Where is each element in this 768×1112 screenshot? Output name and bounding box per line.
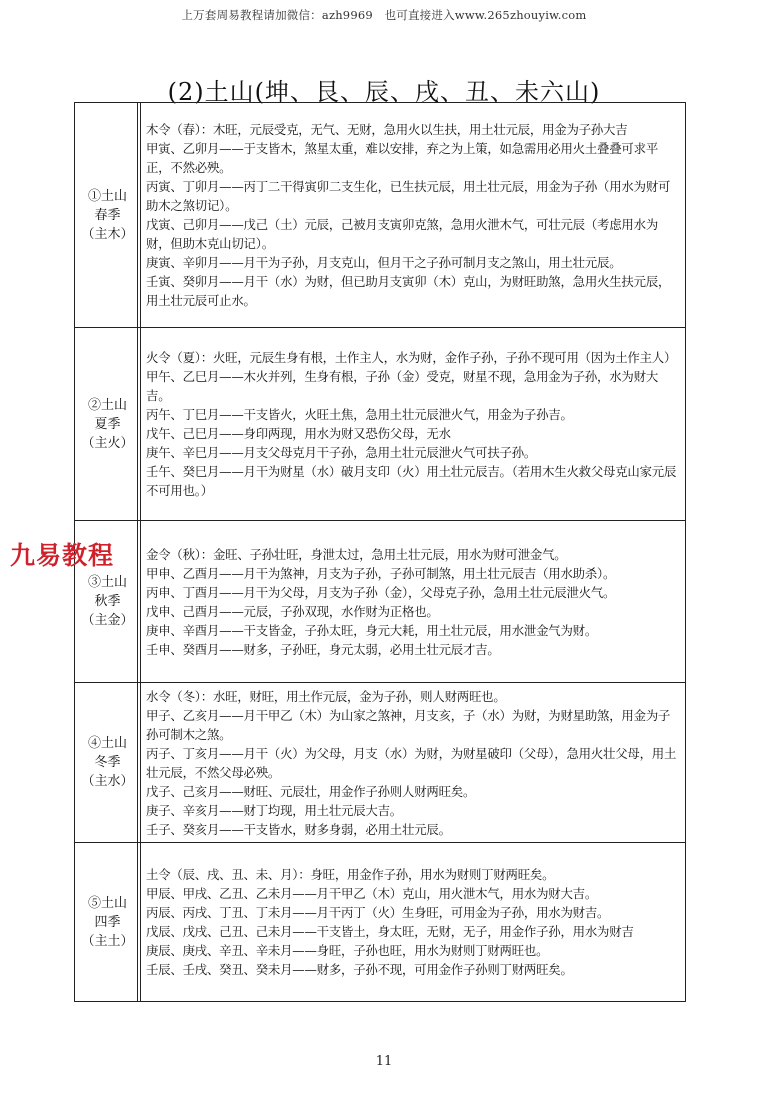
label-line: 夏季	[94, 416, 121, 432]
label-line: （主火）	[81, 435, 134, 451]
header-line: 上万套周易教程请加微信：azh9969 也可直接进入www.265zhouyiw.com	[181, 8, 587, 22]
content-line: 庚寅、辛卯月——月干为子孙，月支克山，但月干之子孙可制月支之煞山，用土壮元辰。	[146, 255, 622, 270]
table-row	[75, 521, 685, 683]
row-label-cell	[75, 843, 141, 1001]
label-line: （主金）	[81, 613, 134, 628]
watermark-text: 九易教程	[10, 541, 115, 570]
content-line: 戊申、己酉月——元辰，子孙双现，水作财为正格也。	[146, 603, 439, 619]
content-line: 丙午、丁巳月——干支皆火，火旺土焦，急用土壮元辰泄火气，用金为子孙吉。	[146, 407, 573, 422]
page-title: (2)土山(坤、艮、辰、戌、丑、未六山)	[167, 78, 601, 106]
row-content-cell	[141, 521, 685, 682]
content-line: 甲申、乙酉月——月干为煞神，月支为子孙，子孙可制煞，用土壮元辰吉（用水助杀）。	[146, 565, 616, 581]
label-line: 冬季	[94, 755, 121, 770]
row-content-cell	[141, 843, 685, 1001]
content-line: 水令（冬）：水旺，财旺，用土作元辰，金为子孙，则人财两旺也。	[146, 688, 506, 704]
table-row	[75, 683, 685, 843]
content-line: 丙寅、丁卯月——丙丁二干得寅卯二支生化，已生扶元辰，用土壮元辰，用金为子孙（用水为财可助木之煞切记）。	[146, 179, 671, 213]
content-line: 戊辰、戊戌、己丑、己未月——干支皆土，身太旺，无财，无子，用金作子孙，用水为财吉	[146, 924, 634, 939]
label-line: ④土山	[87, 736, 127, 751]
season-table	[74, 102, 686, 1002]
row-content-cell	[141, 328, 685, 520]
row-label-cell	[75, 103, 141, 327]
content-line: 戊子、己亥月——财旺、元辰壮，用金作子孙则人财两旺矣。	[146, 783, 476, 799]
content-line: 壬子、癸亥月——干支皆水，财多身弱，必用土壮元辰。	[146, 821, 451, 837]
row-label	[81, 396, 133, 453]
row-content-cell	[141, 683, 685, 842]
content-line: 金令（秋）：金旺、子孙壮旺，身泄太过，急用土壮元辰，用水为财可泄金气。	[146, 546, 567, 562]
content-line: 丙辰、丙戌、丁丑、丁未月——月干丙丁（火）生身旺，可用金为子孙，用水为财吉。	[146, 905, 610, 920]
label-line: 春季	[94, 207, 121, 223]
content-line: 壬辰、壬戌、癸丑、癸未月——财多，子孙不现，可用金作子孙则丁财两旺矣。	[146, 962, 573, 977]
content-line: 甲子、乙亥月——月干甲乙（木）为山家之煞神，月支亥，子（水）为财，为财星助煞，用金为子孙可制木之煞。	[146, 707, 671, 742]
table-row	[75, 328, 685, 521]
content-line: 戊寅、己卯月——戊己（土）元辰，己被月支寅卯克煞，急用火泄木气，可壮元辰（考虑用水为财，但助木克山切记）。	[146, 217, 659, 251]
label-line: 秋季	[94, 594, 121, 609]
page-number: 11	[375, 1054, 393, 1069]
row-label	[81, 894, 133, 951]
label-line: ③土山	[87, 575, 127, 590]
label-line: （主木）	[81, 226, 134, 242]
content-line: 庚申、辛酉月——干支皆金，子孙太旺，身元大耗，用土壮元辰，用水泄金气为财。	[146, 622, 598, 638]
row-content-cell	[141, 103, 685, 327]
table-row	[75, 843, 685, 1001]
row-label-cell	[75, 328, 141, 520]
content-line: 木令（春）：木旺，元辰受克，无气、无财，急用火以生扶，用土壮元辰，用金为子孙大吉	[146, 122, 628, 137]
content-line: 壬申、癸酉月——财多，子孙旺，身元太弱，必用土壮元辰才吉。	[146, 641, 500, 657]
row-label	[81, 187, 133, 244]
content-line: 甲寅、乙卯月——于支皆木，煞星太重，难以安排，弃之为上策，如急需用必用火土叠叠可求平正，不然必殃。	[146, 141, 659, 175]
label-line: ②土山	[87, 397, 127, 413]
label-line: （主土）	[81, 933, 134, 949]
content-line: 火令（夏）：火旺，元辰生身有根，土作主人，水为财，金作子孙，子孙不现可用（因为土作主人）	[146, 350, 677, 365]
content-line: 丙申、丁酉月——月干为父母，月支为子孙（金），父母克子孙，急用土壮元辰泄火气。	[146, 584, 616, 600]
content-line: 庚午、辛巳月——月支父母克月干子孙，急用土壮元辰泄火气可扶子孙。	[146, 445, 537, 460]
content-line: 庚子、辛亥月——财丁均现，用土壮元辰大吉。	[146, 802, 403, 818]
label-line: 四季	[94, 914, 121, 930]
content-line: 庚辰、庚戌、辛丑、辛未月——身旺，子孙也旺，用水为财则丁财两旺也。	[146, 943, 549, 958]
content-line: 丙子、丁亥月——月干（火）为父母，月支（水）为财，为财星破印（父母），急用火壮父母，用土壮元辰，不然父母必殃。	[146, 745, 677, 780]
table-row	[75, 103, 685, 328]
label-line: ①土山	[87, 188, 127, 204]
content-line: 壬午、癸巳月——月干为财星（水）破月支印（火）用土壮元辰吉。（若用木生火救父母克山家元辰不可用也。）	[146, 464, 677, 498]
content-line: 甲午、乙巳月——木火并列，生身有根，子孙（金）受克，财星不现，急用金为子孙，水为财大吉。	[146, 369, 659, 403]
content-line: 甲辰、甲戌、乙丑、乙未月——月干甲乙（木）克山，用火泄木气，用水为财大吉。	[146, 886, 598, 901]
content-line: 壬寅、癸卯月——月干（水）为财，但已助月支寅卯（木）克山，为财旺助煞，急用火生扶元辰，用土壮元辰可止水。	[146, 274, 671, 308]
row-label	[81, 573, 133, 630]
row-label-cell	[75, 683, 141, 842]
label-line: ⑤土山	[87, 895, 127, 911]
content-line: 戊午、己巳月——身印两现，用水为财又恐伤父母，无水	[146, 426, 451, 441]
row-label	[81, 734, 133, 791]
content-line: 土令（辰、戌、丑、未、月）：身旺，用金作子孙，用水为财则丁财两旺矣。	[146, 867, 555, 882]
label-line: （主水）	[81, 774, 134, 789]
